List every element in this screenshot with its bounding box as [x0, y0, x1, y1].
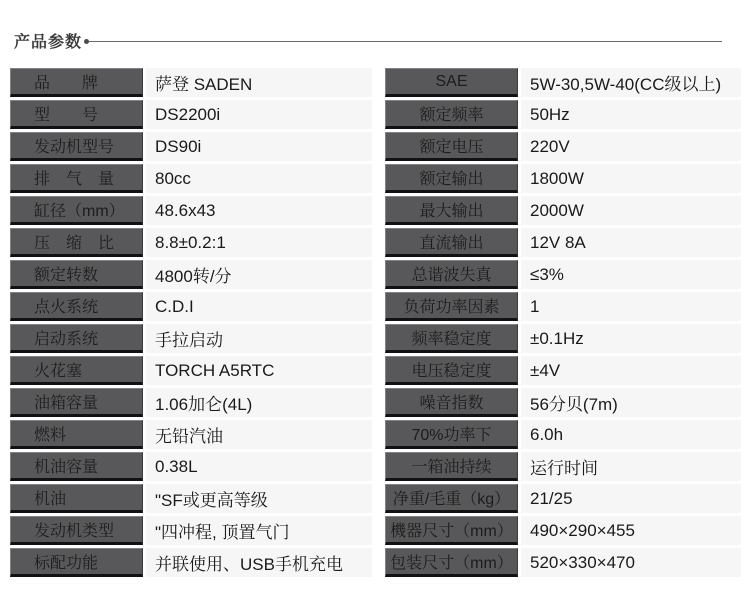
spec-row: [10, 164, 372, 193]
spec-value: TORCH A5RTC: [146, 356, 372, 385]
spec-value: 手拉启动: [146, 324, 372, 353]
spec-row: [385, 548, 741, 577]
spec-label-cell: [10, 420, 143, 449]
spec-value: 萨登 SADEN: [146, 68, 372, 97]
spec-value: "四冲程, 顶置气门: [146, 516, 372, 545]
spec-label-cell: [10, 356, 143, 385]
spec-value: 56分贝(7m): [521, 388, 741, 417]
spec-label: 标配功能: [34, 555, 99, 572]
spec-label-cell: [385, 164, 518, 193]
spec-value: 80cc: [146, 164, 372, 193]
spec-value: 8.8±0.2:1: [146, 228, 372, 257]
spec-row: [10, 228, 372, 257]
spec-label: 噪音指数: [419, 395, 484, 412]
spec-label: 额定输出: [419, 171, 484, 188]
spec-label-cell: [10, 68, 143, 97]
spec-row: [385, 164, 741, 193]
spec-value: 无铅汽油: [146, 420, 372, 449]
spec-label: 电压稳定度: [411, 363, 492, 380]
section-title: 产品参数: [14, 33, 83, 51]
spec-label: 型 号: [34, 107, 99, 124]
spec-row: [385, 484, 741, 513]
spec-value: DS90i: [146, 132, 372, 161]
spec-row: [385, 452, 741, 481]
spec-label: 机油: [34, 491, 67, 508]
spec-row: [385, 228, 741, 257]
spec-table-left-column: [10, 68, 372, 580]
spec-row: [10, 100, 372, 129]
spec-label: 燃料: [34, 427, 67, 444]
spec-row: [10, 292, 372, 321]
spec-label-cell: [385, 100, 518, 129]
spec-label: 70%功率下: [411, 427, 492, 444]
spec-label-cell: [10, 196, 143, 225]
spec-label: 火花塞: [34, 363, 83, 380]
spec-value: C.D.I: [146, 292, 372, 321]
spec-row: [385, 516, 741, 545]
spec-value: 4800转/分: [146, 260, 372, 289]
spec-value: 2000W: [521, 196, 741, 225]
spec-label-cell: [10, 164, 143, 193]
spec-row: [10, 516, 372, 545]
spec-label: 排 气 量: [34, 171, 115, 188]
spec-value: 运行时间: [521, 452, 741, 481]
title-rule-line: [89, 41, 722, 42]
spec-label-cell: [385, 420, 518, 449]
spec-label: 最大输出: [419, 203, 484, 220]
spec-label: 品 牌: [34, 75, 99, 92]
spec-label-cell: [385, 260, 518, 289]
spec-label: 频率稳定度: [411, 331, 492, 348]
spec-value: DS2200i: [146, 100, 372, 129]
spec-value: 并联使用、USB手机充电: [146, 548, 372, 577]
spec-label: SAE: [435, 72, 468, 90]
spec-row: [385, 292, 741, 321]
spec-value: ±4V: [521, 356, 741, 385]
spec-label-cell: [10, 260, 143, 289]
spec-label: 发动机型号: [34, 139, 115, 156]
spec-table-right-column: [385, 68, 741, 580]
spec-row: [10, 420, 372, 449]
spec-label-cell: [10, 484, 143, 513]
spec-label: 包装尺寸（mm）: [390, 555, 513, 572]
spec-row: [10, 196, 372, 225]
spec-row: [10, 388, 372, 417]
spec-row: [10, 548, 372, 577]
spec-row: [10, 68, 372, 97]
spec-value: "SF或更高等级: [146, 484, 372, 513]
spec-value: 1: [521, 292, 741, 321]
spec-label: 发动机类型: [34, 523, 115, 540]
spec-value: 1800W: [521, 164, 741, 193]
spec-row: [10, 260, 372, 289]
spec-value: 0.38L: [146, 452, 372, 481]
spec-label-cell: [385, 548, 518, 577]
spec-table: [0, 52, 750, 580]
spec-label: 油箱容量: [34, 395, 99, 412]
spec-row: [385, 196, 741, 225]
spec-label-cell: [10, 132, 143, 161]
spec-row: [385, 420, 741, 449]
spec-value: 48.6x43: [146, 196, 372, 225]
spec-label-cell: [385, 516, 518, 545]
spec-label-cell: [385, 388, 518, 417]
spec-value: 50Hz: [521, 100, 741, 129]
spec-label: 额定转数: [34, 267, 99, 284]
spec-label: 启动系统: [34, 331, 99, 348]
spec-label: 机油容量: [34, 459, 99, 476]
spec-label: 额定频率: [419, 107, 484, 124]
spec-row: [385, 324, 741, 353]
spec-row: [385, 100, 741, 129]
spec-label: 直流输出: [419, 235, 484, 252]
spec-row: [385, 388, 741, 417]
spec-label-cell: [385, 228, 518, 257]
spec-value: 490×290×455: [521, 516, 741, 545]
spec-row: [10, 484, 372, 513]
spec-label: 额定电压: [419, 139, 484, 156]
spec-value: 520×330×470: [521, 548, 741, 577]
spec-label: 点火系统: [34, 299, 99, 316]
spec-row: [10, 132, 372, 161]
section-header: [0, 0, 750, 52]
spec-value: 12V 8A: [521, 228, 741, 257]
spec-label-cell: [385, 292, 518, 321]
spec-label: 净重/毛重（kg）: [392, 491, 511, 508]
spec-row: [385, 132, 741, 161]
spec-label-cell: [10, 452, 143, 481]
spec-label-cell: [385, 484, 518, 513]
spec-row: [385, 260, 741, 289]
spec-label-cell: [385, 196, 518, 225]
spec-value: 5W-30,5W-40(CC级以上): [521, 68, 741, 97]
spec-row: [385, 356, 741, 385]
spec-label: 压 缩 比: [34, 235, 115, 252]
spec-row: [10, 452, 372, 481]
spec-value: 220V: [521, 132, 741, 161]
spec-label-cell: [10, 228, 143, 257]
spec-label-cell: [385, 356, 518, 385]
spec-label-cell: [10, 388, 143, 417]
spec-label-cell: [10, 324, 143, 353]
spec-row: [385, 68, 741, 97]
spec-label-cell: [10, 516, 143, 545]
spec-label: 负荷功率因素: [403, 299, 500, 316]
spec-label: 機器尺寸（mm）: [390, 523, 513, 540]
spec-label-cell: [10, 100, 143, 129]
spec-label-cell: [385, 452, 518, 481]
spec-value: ≤3%: [521, 260, 741, 289]
spec-label: 一箱油持续: [411, 459, 492, 476]
spec-label-cell: [10, 292, 143, 321]
spec-label-cell: [385, 68, 518, 97]
spec-row: [10, 356, 372, 385]
spec-label-cell: [10, 548, 143, 577]
spec-row: [10, 324, 372, 353]
spec-value: ±0.1Hz: [521, 324, 741, 353]
spec-value: 1.06加仑(4L): [146, 388, 372, 417]
spec-value: 6.0h: [521, 420, 741, 449]
spec-label: 总谐波失真: [411, 267, 492, 284]
spec-label: 缸径（mm）: [34, 203, 125, 220]
spec-label-cell: [385, 132, 518, 161]
spec-value: 21/25: [521, 484, 741, 513]
spec-label-cell: [385, 324, 518, 353]
